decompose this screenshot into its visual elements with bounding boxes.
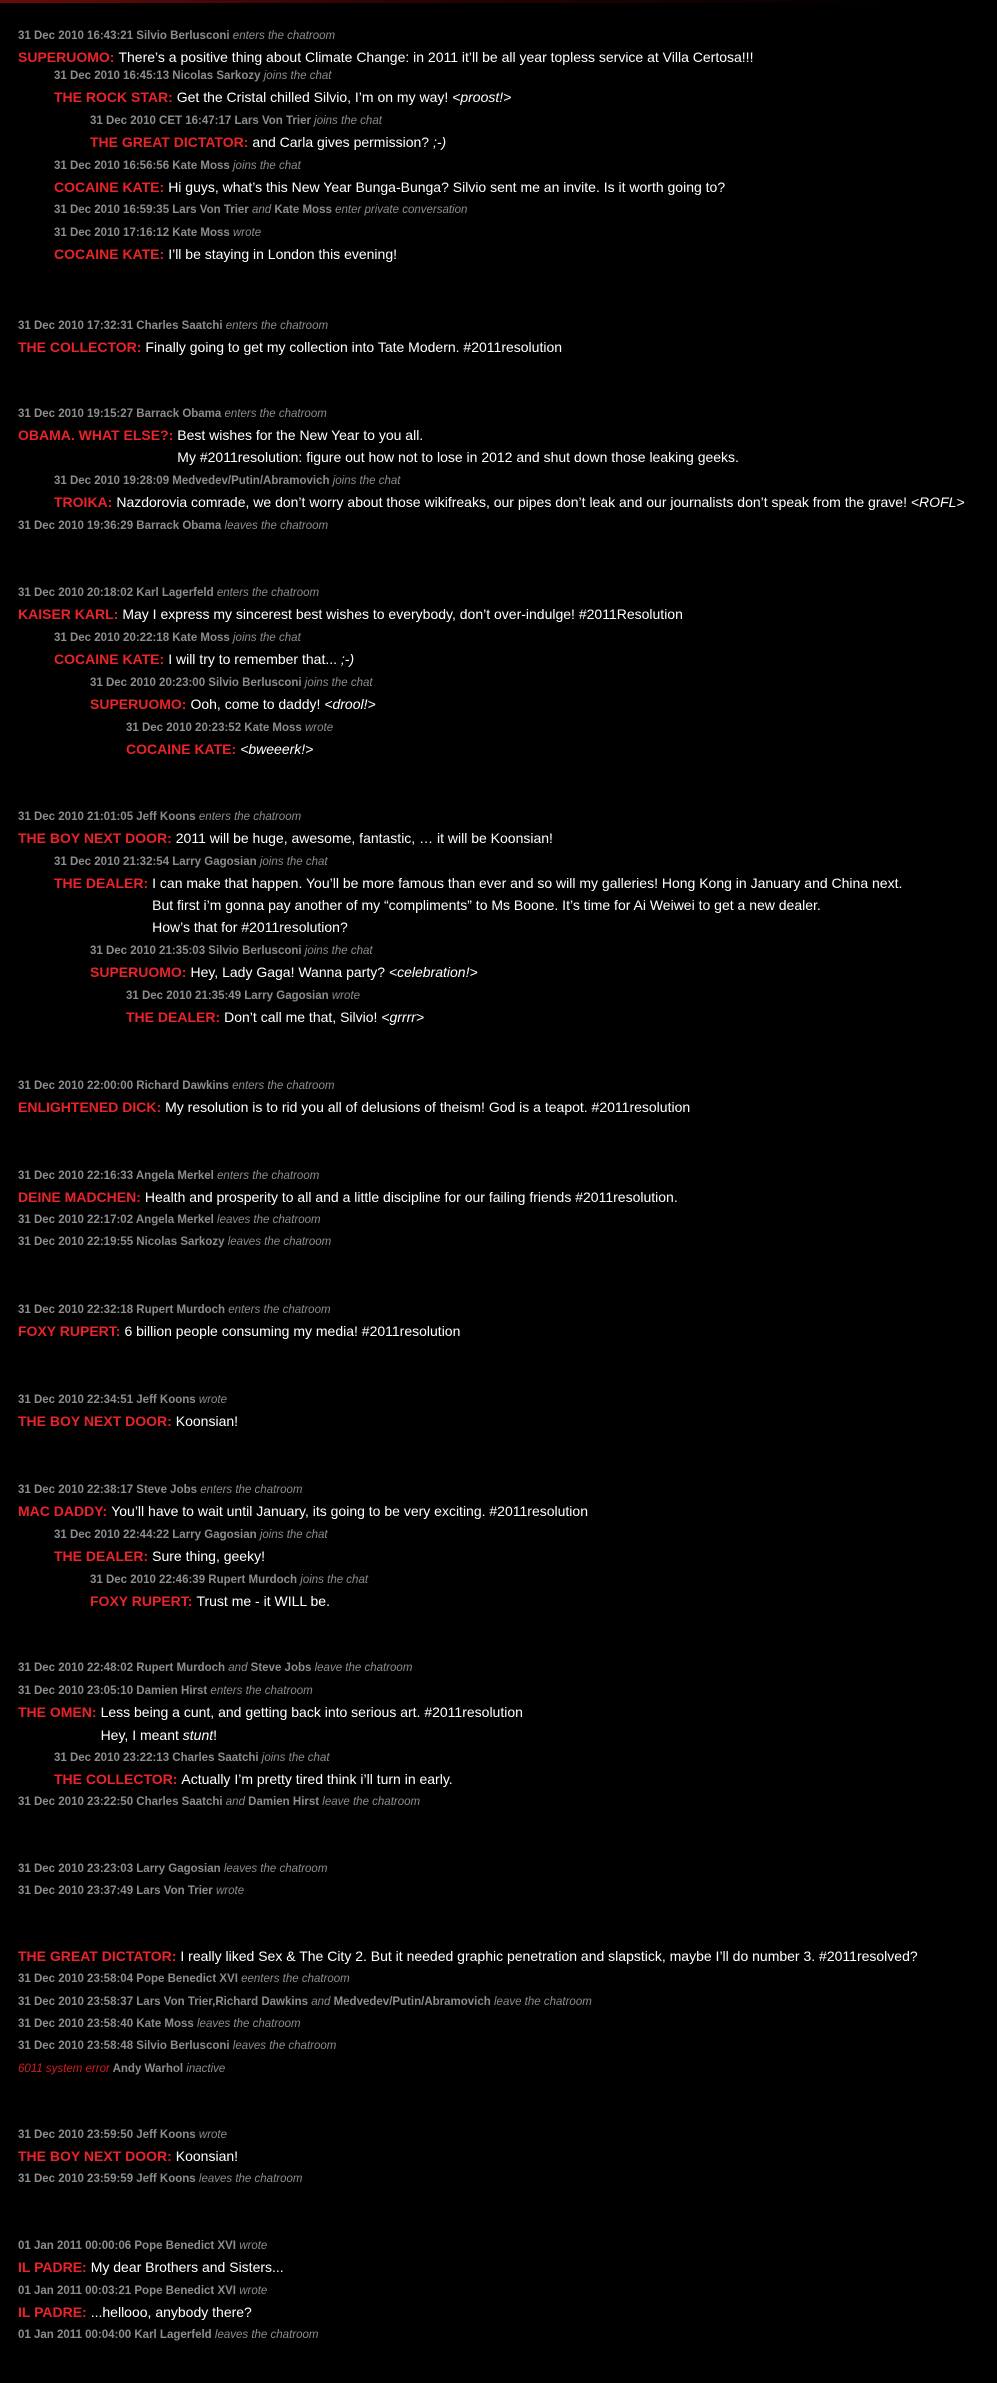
- chat-event-line: [18, 1685, 313, 1697]
- text: 2011 will be huge, awesome, fantastic, … it will be Koonsian!: [175, 830, 553, 846]
- user-handle: COCAINE KATE:: [54, 651, 165, 667]
- text: 31 Dec 2010 23:59:59 Jeff Koons: [18, 2173, 199, 2185]
- text: 31 Dec 2010 21:35:49 Larry Gagosian: [126, 990, 332, 1002]
- italic-text: enters the chatroom: [232, 30, 336, 42]
- italic-text: enters the chatroom: [210, 1685, 313, 1697]
- message-text: [252, 134, 446, 150]
- message-text: [124, 1323, 460, 1339]
- text: 31 Dec 2010 23:58:04 Pope Benedict XVI: [18, 1973, 242, 1985]
- message-text: [116, 494, 964, 510]
- chat-message: [126, 741, 313, 757]
- text: 31 Dec 2010 23:59:50 Jeff Koons: [18, 2129, 199, 2141]
- italic-text: wrote: [215, 1885, 245, 1897]
- user-handle: THE GREAT DICTATOR:: [90, 134, 249, 150]
- user-handle: THE BOY NEXT DOOR:: [18, 1413, 172, 1429]
- chat-message: [18, 1099, 690, 1115]
- chat-event-line: [18, 1973, 350, 1985]
- italic-text: enters the chatroom: [217, 1170, 320, 1182]
- chat-event-line: [18, 2018, 301, 2030]
- chat-event-line: [18, 1394, 227, 1406]
- text: But first i’m gonna pay another of my “compliments” to Ms Boone. It’s time for Ai Weiwei to get a new dealer.: [152, 897, 821, 913]
- message-text: [176, 1413, 238, 1429]
- chat-event-line: [18, 1214, 321, 1226]
- italic-text: enters the chatroom: [198, 811, 302, 823]
- text: 31 Dec 2010 22:17:02 Angela Merkel: [18, 1214, 218, 1226]
- chat-event-line: [54, 70, 331, 82]
- chat-message: [18, 2304, 252, 2320]
- chat-event-line: [90, 945, 373, 957]
- text: My resolution is to rid you all of delusions of theism! God is a teapot. #2011resolution: [165, 1099, 691, 1115]
- text: Damien Hirst: [244, 1796, 323, 1808]
- chat-message: [54, 651, 354, 667]
- text: 31 Dec 2010 CET 16:47:17 Lars Von Trier: [90, 115, 315, 127]
- italic-text: and: [225, 1796, 245, 1808]
- chat-event-line: [18, 1236, 331, 1248]
- user-handle: ENLIGHTENED DICK:: [18, 1099, 162, 1115]
- italic-text: leaves the chatroom: [214, 2329, 319, 2341]
- message-text: [168, 246, 397, 262]
- user-handle: THE GREAT DICTATOR:: [18, 1948, 177, 1964]
- chat-event-line: [18, 811, 301, 823]
- text: Koonsian!: [175, 1413, 239, 1429]
- message-text: [101, 1704, 523, 1720]
- text: 6 billion people consuming my media! #2011resolution: [124, 1323, 461, 1339]
- message-text: [190, 964, 477, 980]
- message-text: [152, 1548, 265, 1564]
- text: May I express my sincerest best wishes to everybody, don’t over-indulge! #2011Resolution: [122, 606, 683, 622]
- text: 31 Dec 2010 17:16:12 Kate Moss: [54, 227, 233, 239]
- chat-message: [18, 339, 562, 355]
- italic-text: enters the chatroom: [224, 408, 327, 420]
- text: Health and prosperity to all and a little discipline for our failing friends #2011resolution.: [144, 1189, 678, 1205]
- user-handle: THE DEALER:: [54, 875, 149, 891]
- text: Actually I’m pretty tired think i’ll turn in early.: [181, 1771, 453, 1787]
- message-text: [168, 651, 354, 667]
- message-continuation: [152, 919, 348, 935]
- user-handle: THE DEALER:: [126, 1009, 221, 1025]
- italic-text: leave the chatroom: [494, 1996, 592, 2008]
- message-text: [240, 741, 313, 757]
- chat-event-line: [126, 990, 360, 1002]
- message-text: [180, 1948, 917, 1964]
- italic-text: <proost!>: [452, 89, 512, 105]
- user-handle: COCAINE KATE:: [54, 179, 165, 195]
- italic-text: joins the chat: [259, 1529, 328, 1541]
- message-text: [145, 339, 562, 355]
- user-handle: KAISER KARL:: [18, 606, 119, 622]
- italic-text: wrote: [305, 722, 334, 734]
- chat-event-line: [18, 1304, 331, 1316]
- chat-message: [18, 2259, 284, 2275]
- text: Don’t call me that, Silvio!: [224, 1009, 382, 1025]
- chat-event-line: [18, 2063, 225, 2075]
- chat-event-line: [18, 1996, 592, 2008]
- chat-event-line: [90, 1574, 368, 1586]
- chat-event-line: [18, 1863, 327, 1875]
- text: 31 Dec 2010 17:32:31 Charles Saatchi: [18, 320, 226, 332]
- user-handle: FOXY RUPERT:: [90, 1593, 193, 1609]
- text: 31 Dec 2010 22:32:18 Rupert Murdoch: [18, 1304, 229, 1316]
- user-handle: COCAINE KATE:: [54, 246, 165, 262]
- user-handle: THE BOY NEXT DOOR:: [18, 2148, 172, 2164]
- text: I can make that happen. You’ll be more famous than ever and so will my galleries! Hong Kong in January and China next.: [152, 875, 903, 891]
- text: 31 Dec 2010 16:59:35 Lars Von Trier: [54, 204, 252, 216]
- message-text: [118, 49, 753, 65]
- system-error-code: 6011 system error: [18, 2063, 110, 2075]
- text: Sure thing, geeky!: [152, 1548, 265, 1564]
- chat-event-line: [54, 1529, 328, 1541]
- chat-event-line: [18, 1484, 302, 1496]
- italic-text: joins the chat: [233, 632, 301, 644]
- chat-message: [54, 89, 511, 105]
- italic-text: leaves the chatroom: [217, 1214, 321, 1226]
- text: 31 Dec 2010 23:23:03 Larry Gagosian: [18, 1863, 224, 1875]
- text: Steve Jobs: [247, 1662, 315, 1674]
- message-text: [224, 1009, 424, 1025]
- message-text: [190, 696, 375, 712]
- chat-message: [126, 1009, 424, 1025]
- user-handle: SUPERUOMO:: [18, 49, 115, 65]
- chat-message: [18, 606, 683, 622]
- user-handle: TROIKA:: [54, 494, 113, 510]
- message-text: [177, 89, 512, 105]
- user-handle: THE BOY NEXT DOOR:: [18, 830, 172, 846]
- italic-text: joins the chat: [263, 70, 332, 82]
- text: 01 Jan 2011 00:03:21 Pope Benedict XVI: [18, 2285, 240, 2297]
- italic-text: joins the chat: [314, 115, 382, 127]
- chat-event-line: [18, 408, 327, 420]
- text: 31 Dec 2010 23:58:40 Kate Moss: [18, 2018, 197, 2030]
- user-handle: THE ROCK STAR:: [54, 89, 173, 105]
- message-text: [177, 427, 423, 443]
- user-handle: FOXY RUPERT:: [18, 1323, 121, 1339]
- chat-event-line: [54, 204, 467, 216]
- text: 31 Dec 2010 22:34:51 Jeff Koons: [18, 1394, 199, 1406]
- italic-text: ;-): [340, 651, 355, 667]
- italic-text: joins the chat: [304, 677, 373, 689]
- italic-text: wrote: [239, 2285, 268, 2297]
- chat-message: [18, 1323, 460, 1339]
- text: 01 Jan 2011 00:04:00 Karl Lagerfeld: [18, 2329, 215, 2341]
- chat-message: [90, 696, 376, 712]
- text: 31 Dec 2010 20:23:52 Kate Moss: [126, 722, 305, 734]
- italic-text: and: [311, 1996, 331, 2008]
- chat-message: [18, 1503, 588, 1519]
- italic-text: joins the chat: [261, 1752, 330, 1764]
- text: 31 Dec 2010 19:28:09 Medvedev/Putin/Abramovich: [54, 475, 333, 487]
- user-handle: IL PADRE:: [18, 2304, 87, 2320]
- message-continuation: [177, 449, 739, 465]
- italic-text: ;-): [432, 134, 447, 150]
- italic-text: leaves the chatroom: [198, 2173, 303, 2185]
- chat-event-line: [54, 632, 301, 644]
- text: 31 Dec 2010 23:22:50 Charles Saatchi: [18, 1796, 226, 1808]
- chat-event-line: [18, 1885, 244, 1897]
- chat-message: [18, 1413, 238, 1429]
- message-text: [91, 2304, 252, 2320]
- text: Less being a cunt, and getting back into serious art. #2011resolution: [100, 1704, 523, 1720]
- text: 31 Dec 2010 19:36:29 Barrack Obama: [18, 520, 225, 532]
- message-continuation: [101, 1727, 217, 1743]
- italic-text: enters the chatroom: [216, 587, 320, 599]
- chat-message: [18, 427, 423, 443]
- text: 31 Dec 2010 22:19:55 Nicolas Sarkozy: [18, 1236, 228, 1248]
- user-handle: MAC DADDY:: [18, 1503, 108, 1519]
- text: 31 Dec 2010 21:35:03 Silvio Berlusconi: [90, 945, 305, 957]
- chat-message: [18, 830, 553, 846]
- italic-text: <grrrr>: [381, 1009, 425, 1025]
- user-handle: COCAINE KATE:: [126, 741, 237, 757]
- italic-text: wrote: [239, 2240, 268, 2252]
- italic-text: <ROFL>: [910, 494, 965, 510]
- message-text: [111, 1503, 588, 1519]
- italic-text: joins the chat: [332, 475, 401, 487]
- italic-text: enter private conversation: [335, 204, 468, 216]
- message-text: [152, 875, 902, 891]
- italic-text: enters the chatroom: [232, 1080, 335, 1092]
- italic-text: leave the chatroom: [314, 1662, 413, 1674]
- text: Hey, I meant: [100, 1727, 183, 1743]
- user-handle: IL PADRE:: [18, 2259, 87, 2275]
- italic-text: stunt: [182, 1727, 214, 1743]
- italic-text: leaves the chatroom: [197, 2018, 301, 2030]
- text: ...hellooo, anybody there?: [90, 2304, 252, 2320]
- italic-text: joins the chat: [300, 1574, 369, 1586]
- text: 31 Dec 2010 20:22:18 Kate Moss: [54, 632, 233, 644]
- italic-text: eenters the chatroom: [241, 1973, 350, 1985]
- text: Kate Moss: [271, 204, 336, 216]
- chat-event-line: [126, 722, 333, 734]
- user-handle: THE COLLECTOR:: [18, 339, 142, 355]
- message-text: [176, 830, 553, 846]
- text: Nazdorovia comrade, we don’t worry about those wikifreaks, our pipes don’t leak and our journalists don’t speak from the grave!: [116, 494, 911, 510]
- text: 31 Dec 2010 20:18:02 Karl Lagerfeld: [18, 587, 217, 599]
- italic-text: enters the chatroom: [200, 1484, 303, 1496]
- text: and Carla gives permission?: [252, 134, 433, 150]
- text: 31 Dec 2010 23:37:49 Lars Von Trier: [18, 1885, 216, 1897]
- italic-text: <drool!>: [324, 696, 376, 712]
- top-accent-bar: [0, 0, 997, 3]
- text: I’ll be staying in London this evening!: [168, 246, 398, 262]
- message-text: [168, 179, 725, 195]
- chat-message: [90, 1593, 330, 1609]
- chat-message: [90, 134, 446, 150]
- text: 31 Dec 2010 23:58:48 Silvio Berlusconi: [18, 2040, 233, 2052]
- message-text: [165, 1099, 690, 1115]
- user-handle: THE DEALER:: [54, 1548, 149, 1564]
- chat-message: [18, 1189, 678, 1205]
- chat-event-line: [18, 1170, 319, 1182]
- italic-text: wrote: [233, 227, 262, 239]
- chat-event-line: [54, 475, 400, 487]
- text: 31 Dec 2010 23:05:10 Damien Hirst: [18, 1685, 211, 1697]
- italic-text: enters the chatroom: [225, 320, 329, 332]
- chat-message: [54, 494, 965, 510]
- text: Koonsian!: [175, 2148, 239, 2164]
- text: Get the Cristal chilled Silvio, I’m on my way!: [176, 89, 453, 105]
- chat-event-line: [18, 2240, 267, 2252]
- text: Medvedev/Putin/Abramovich: [330, 1996, 494, 2008]
- user-handle: THE COLLECTOR:: [54, 1771, 178, 1787]
- text: 31 Dec 2010 22:48:02 Rupert Murdoch: [18, 1662, 229, 1674]
- message-text: [196, 1593, 330, 1609]
- italic-text: joins the chat: [233, 160, 301, 172]
- chat-message: [54, 246, 397, 262]
- chat-message: [18, 2148, 238, 2164]
- message-text: [91, 2259, 284, 2275]
- italic-text: inactive: [186, 2063, 226, 2075]
- text: Hey, Lady Gaga! Wanna party?: [190, 964, 389, 980]
- chat-event-line: [18, 2285, 267, 2297]
- text: 31 Dec 2010 16:43:21 Silvio Berlusconi: [18, 30, 233, 42]
- chat-event-line: [18, 2329, 318, 2341]
- chat-message: [54, 179, 725, 195]
- text: I will try to remember that...: [168, 651, 341, 667]
- chat-event-line: [18, 30, 335, 42]
- chat-event-line: [18, 587, 319, 599]
- text: My #2011resolution: figure out how not to lose in 2012 and shut down those leaking geeks.: [177, 449, 739, 465]
- chat-event-line: [18, 320, 328, 332]
- user-handle: THE OMEN:: [18, 1704, 97, 1720]
- text: Andy Warhol: [109, 2063, 187, 2075]
- italic-text: and: [228, 1662, 248, 1674]
- message-text: [181, 1771, 452, 1787]
- text: 31 Dec 2010 19:15:27 Barrack Obama: [18, 408, 225, 420]
- text: There’s a positive thing about Climate Change: in 2011 it’ll be all year topless service at Villa Certosa!!!: [118, 49, 754, 65]
- text: 31 Dec 2010 21:01:05 Jeff Koons: [18, 811, 199, 823]
- text: 01 Jan 2011 00:00:06 Pope Benedict XVI: [18, 2240, 240, 2252]
- chat-event-line: [18, 1796, 420, 1808]
- chat-event-line: [90, 677, 373, 689]
- text: Ooh, come to daddy!: [190, 696, 325, 712]
- text: !: [213, 1727, 218, 1743]
- text: 31 Dec 2010 16:45:13 Nicolas Sarkozy: [54, 70, 264, 82]
- text: Best wishes for the New Year to you all.: [177, 427, 424, 443]
- text: 31 Dec 2010 23:22:13 Charles Saatchi: [54, 1752, 262, 1764]
- italic-text: leave the chatroom: [322, 1796, 421, 1808]
- user-handle: SUPERUOMO:: [90, 964, 187, 980]
- message-text: [176, 2148, 238, 2164]
- chat-event-line: [54, 227, 261, 239]
- text: 31 Dec 2010 22:16:33 Angela Merkel: [18, 1170, 218, 1182]
- text: I really liked Sex & The City 2. But it needed graphic penetration and slapstick, maybe I’ll do number 3. #2011resolved?: [180, 1948, 918, 1964]
- text: 31 Dec 2010 22:38:17 Steve Jobs: [18, 1484, 201, 1496]
- message-continuation: [152, 897, 821, 913]
- text: 31 Dec 2010 20:23:00 Silvio Berlusconi: [90, 677, 305, 689]
- user-handle: DEINE MADCHEN:: [18, 1189, 141, 1205]
- text: You’ll have to wait until January, its going to be very exciting. #2011resolution: [111, 1503, 588, 1519]
- chat-message: [90, 964, 478, 980]
- text: Finally going to get my collection into Tate Modern. #2011resolution: [145, 339, 563, 355]
- chat-event-line: [54, 856, 328, 868]
- italic-text: wrote: [331, 990, 360, 1002]
- italic-text: and: [251, 204, 272, 216]
- text: My dear Brothers and Sisters...: [90, 2259, 284, 2275]
- message-text: [122, 606, 683, 622]
- text: Hi guys, what’s this New Year Bunga-Bunga? Silvio sent me an invite. Is it worth going to?: [168, 179, 726, 195]
- chat-event-line: [18, 2129, 227, 2141]
- italic-text: joins the chat: [259, 856, 328, 868]
- italic-text: joins the chat: [304, 945, 373, 957]
- italic-text: <bweeerk!>: [240, 741, 314, 757]
- user-handle: SUPERUOMO:: [90, 696, 187, 712]
- italic-text: leaves the chatroom: [224, 520, 329, 532]
- chat-message: [18, 1704, 523, 1720]
- message-text: [145, 1189, 678, 1205]
- chat-event-line: [18, 1080, 334, 1092]
- text: How’s that for #2011resolution?: [152, 919, 348, 935]
- chat-message: [54, 1548, 265, 1564]
- italic-text: leaves the chatroom: [232, 2040, 337, 2052]
- chat-event-line: [18, 2173, 302, 2185]
- chat-event-line: [18, 520, 328, 532]
- user-handle: OBAMA. WHAT ELSE?:: [18, 427, 174, 443]
- chat-event-line: [54, 160, 301, 172]
- chat-event-line: [90, 115, 382, 127]
- chat-message: [18, 49, 753, 65]
- chat-event-line: [54, 1752, 330, 1764]
- text: 31 Dec 2010 22:00:00 Richard Dawkins: [18, 1080, 233, 1092]
- chat-message: [54, 875, 902, 891]
- chat-message: [18, 1948, 918, 1964]
- italic-text: <celebration!>: [388, 964, 478, 980]
- text: 31 Dec 2010 22:44:22 Larry Gagosian: [54, 1529, 260, 1541]
- italic-text: wrote: [198, 2129, 228, 2141]
- text: 31 Dec 2010 16:56:56 Kate Moss: [54, 160, 233, 172]
- text: 31 Dec 2010 22:46:39 Rupert Murdoch: [90, 1574, 301, 1586]
- chat-message: [54, 1771, 453, 1787]
- chat-event-line: [18, 1662, 412, 1674]
- italic-text: leaves the chatroom: [227, 1236, 332, 1248]
- italic-text: leaves the chatroom: [223, 1863, 328, 1875]
- italic-text: enters the chatroom: [228, 1304, 331, 1316]
- text: Trust me - it WILL be.: [196, 1593, 330, 1609]
- italic-text: wrote: [198, 1394, 228, 1406]
- text: 31 Dec 2010 21:32:54 Larry Gagosian: [54, 856, 260, 868]
- text: 31 Dec 2010 23:58:37 Lars Von Trier,Richard Dawkins: [18, 1996, 312, 2008]
- chat-event-line: [18, 2040, 336, 2052]
